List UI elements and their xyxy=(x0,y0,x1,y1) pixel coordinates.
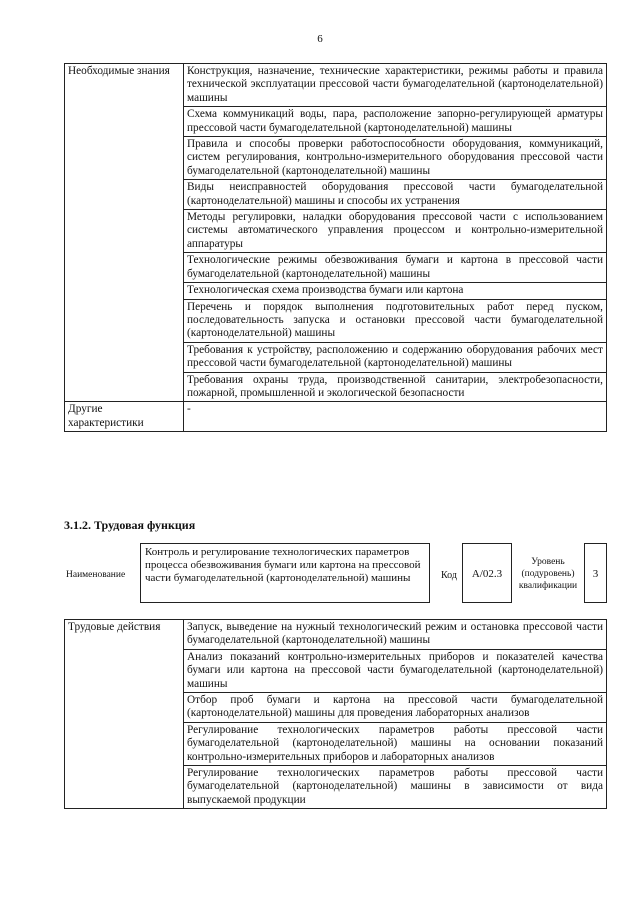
knowledge-item: Виды неисправностей оборудования прессовой части бумагоделательной (картоноделательной) машины и способы их устранения xyxy=(184,180,607,210)
function-code-box: A/02.3 xyxy=(462,543,512,603)
knowledge-item: Технологические режимы обезвоживания бумаги и картона в прессовой части бумагоделательной (картоноделательной) машины xyxy=(184,253,607,283)
actions-table xyxy=(64,619,607,809)
page-number: 6 xyxy=(317,33,323,45)
action-item: Регулирование технологических параметров работы прессовой части бумагоделательной (картоноделательной) машины на основании показаний контрольно-измерительных приборов и лабораторных анализов xyxy=(184,722,607,765)
knowledge-item: Технологическая схема производства бумаги или картона xyxy=(184,283,607,299)
function-name-box: Контроль и регулирование технологических параметров процесса обезвоживания бумаги или картона на прессовой части бумагоделательной (картоноделательной) машины xyxy=(140,543,430,603)
name-label: Наименование xyxy=(66,570,126,580)
level-label: Уровень (подуровень) квалификации xyxy=(518,557,578,591)
table-row xyxy=(65,402,607,432)
action-item: Запуск, выведение на нужный технологический режим и остановка прессовой части бумагоделательной (картоноделательной) машины xyxy=(184,620,607,650)
other-label: Другие характеристики xyxy=(65,402,184,432)
knowledge-item: Требования охраны труда, производственной санитарии, электробезопасности, пожарной, промышленной и экологической безопасности xyxy=(184,372,607,402)
knowledge-item: Требования к устройству, расположению и содержанию оборудования рабочих мест прессовой части бумагоделательной (картоноделательной) машины xyxy=(184,342,607,372)
action-item: Отбор проб бумаги и картона на прессовой части бумагоделательной (картоноделательной) машины для проведения лабораторных анализов xyxy=(184,693,607,723)
knowledge-item: Конструкция, назначение, технические характеристики, режимы работы и правила технической эксплуатации прессовой части бумагоделательной (картоноделательной) машины xyxy=(184,64,607,107)
section-heading: 3.1.2. Трудовая функция xyxy=(64,518,196,532)
action-item: Анализ показаний контрольно-измерительных приборов и показателей качества бумаги или картона на прессовой части бумагоделательной (картоноделательной) машины xyxy=(184,649,607,692)
knowledge-item: Правила и способы проверки работоспособности оборудования, коммуникаций, систем регулирования, контрольно-измерительного оборудования прессовой части бумагоделательной (картоноделательной) машины xyxy=(184,137,607,180)
other-value: - xyxy=(184,402,607,432)
knowledge-item: Методы регулировки, наладки оборудования прессовой части с использованием системы автоматического управления процессом и контрольно-измерительной аппаратуры xyxy=(184,210,607,253)
action-item: Регулирование технологических параметров работы прессовой части бумагоделательной (картоноделательной) машины в зависимости от вида выпускаемой продукции xyxy=(184,766,607,809)
labor-function-header xyxy=(64,543,607,605)
code-label: Код xyxy=(441,570,457,581)
knowledge-item: Перечень и порядок выполнения подготовительных работ перед пуском, последовательность запуска и остановки прессовой части бумагоделательной (картоноделательной) машины xyxy=(184,299,607,342)
knowledge-label: Необходимые знания xyxy=(65,64,184,402)
knowledge-item: Схема коммуникаций воды, пара, расположение запорно-регулирующей арматуры прессовой части бумагоделательной (картоноделательной) машины xyxy=(184,107,607,137)
table-row xyxy=(65,64,607,107)
actions-label: Трудовые действия xyxy=(65,620,184,809)
table-row xyxy=(65,620,607,650)
knowledge-table xyxy=(64,63,607,432)
qualification-level-box: 3 xyxy=(584,543,607,603)
